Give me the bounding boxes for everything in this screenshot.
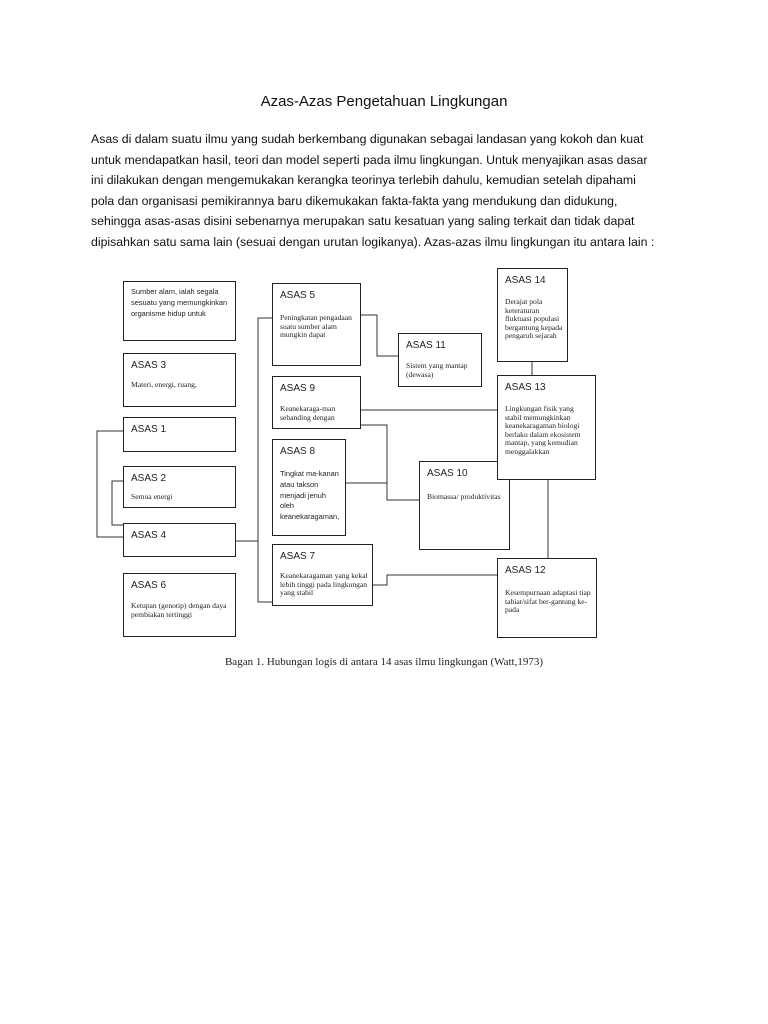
asas9-title: ASAS 9 bbox=[280, 383, 316, 394]
asas9-box bbox=[272, 376, 361, 429]
asas7-box bbox=[272, 544, 373, 606]
asas7-desc: Keanekaragaman yang kekal lebih tinggi pada lingkungan yang stabil bbox=[280, 571, 368, 598]
intro-line: pola dan organisasi pemikirannya baru dikemukakan fakta-fakta yang mendukung dan didukung, bbox=[91, 193, 618, 208]
connector-asas7-asas12 bbox=[372, 575, 497, 585]
intro-line: ini dilakukan dengan mengemukakan kerangka teorinya terlebih dahulu, kemudian setelah dipahami bbox=[91, 173, 636, 188]
asas12-title: ASAS 12 bbox=[505, 565, 546, 576]
asas10-desc: Biomassa/ produktivitas bbox=[427, 492, 501, 501]
asas4-title: ASAS 4 bbox=[131, 530, 167, 541]
asas1-title: ASAS 1 bbox=[131, 424, 167, 435]
asas7-title: ASAS 7 bbox=[280, 551, 316, 562]
asas13-desc: Lingkungan fisik yang stabil memungkinkan keanekaragaman biologi berlaku dalam ekosistem mantap, yang kemudian menggalakkan bbox=[505, 404, 581, 456]
asas8-title: ASAS 8 bbox=[280, 446, 316, 457]
asas6-title: ASAS 6 bbox=[131, 580, 167, 591]
asas2-box bbox=[123, 466, 236, 508]
page-title: Azas-Azas Pengetahuan Lingkungan bbox=[260, 93, 508, 110]
asas11-title: ASAS 11 bbox=[406, 340, 446, 351]
asas14-title: ASAS 14 bbox=[505, 275, 546, 286]
asas12-desc: Kesempurnaan adaptasi tiap tabiat/sifat ber-gantung ke-pada bbox=[505, 588, 591, 615]
asas5-title: ASAS 5 bbox=[280, 290, 316, 301]
asas3-desc: Materi, energi, ruang, bbox=[131, 380, 197, 389]
asas1-box bbox=[123, 417, 236, 452]
intro-line: dipisahkan satu sama lain (sesuai dengan urutan logikanya). Azas-azas ilmu lingkungan itu antara lain : bbox=[91, 234, 655, 249]
asas2-title: ASAS 2 bbox=[131, 473, 167, 484]
intro-line: Asas di dalam suatu ilmu yang sudah berkembang digunakan sebagai landasan yang kokoh dan kuat bbox=[91, 132, 644, 146]
asas8-desc: Tingkat ma-kanan atau takson menjadi jenuh oleh keanekaragaman, bbox=[280, 469, 340, 522]
asas14-desc: Derajat pola keteraturan fluktuasi populasi bergantung kepada pengaruh sejarah bbox=[505, 297, 563, 341]
connector-asas4-asas5 bbox=[236, 318, 272, 541]
asas3-box bbox=[123, 353, 236, 407]
asas5-desc: Peningkatan pengadaan suatu sumber alam mungkin dapat bbox=[280, 313, 352, 340]
asas5-box bbox=[272, 283, 361, 366]
sumber-alam-box: Sumber alam, ialah segala sesuatu yang memungkinkan organisme hidup untuk bbox=[123, 281, 236, 341]
asas9-desc: Keanekaraga-man sebanding dengan bbox=[280, 404, 336, 422]
figure-caption: Bagan 1. Hubungan logis di antara 14 asas ilmu lingkungan (Watt,1973) bbox=[224, 656, 544, 668]
connector-asas4-asas7 bbox=[236, 541, 272, 602]
asas6-desc: Ketupan (genotip) dengan daya pembiakan tertinggi bbox=[131, 601, 227, 619]
asas11-box bbox=[398, 333, 482, 387]
connector-asas9-asas10 bbox=[360, 425, 419, 500]
intro-line: untuk mendapatkan hasil, teori dan model seperti pada ilmu lingkungan. Untuk menyajikan asas dasar bbox=[91, 152, 648, 167]
asas12-box bbox=[497, 558, 597, 638]
connector-asas2-asas4 bbox=[112, 481, 123, 525]
asas4-box bbox=[123, 523, 236, 557]
asas2-desc: Semua energi bbox=[131, 492, 173, 501]
asas11-desc: Sistem yang mantap (dewasa) bbox=[406, 361, 468, 379]
asas10-title: ASAS 10 bbox=[427, 468, 468, 479]
connector-asas1-asas4 bbox=[97, 431, 123, 537]
asas14-box bbox=[497, 268, 568, 362]
asas8-box bbox=[272, 439, 346, 536]
asas13-title: ASAS 13 bbox=[505, 382, 546, 393]
asas3-title: ASAS 3 bbox=[131, 360, 167, 371]
asas6-box bbox=[123, 573, 236, 637]
asas13-box bbox=[497, 375, 596, 480]
connector-asas5-asas11 bbox=[360, 315, 398, 356]
intro-line: sehingga asas-asas disini sebenarnya merupakan satu kesatuan yang saling terkait dan tidak dapat bbox=[91, 214, 635, 229]
